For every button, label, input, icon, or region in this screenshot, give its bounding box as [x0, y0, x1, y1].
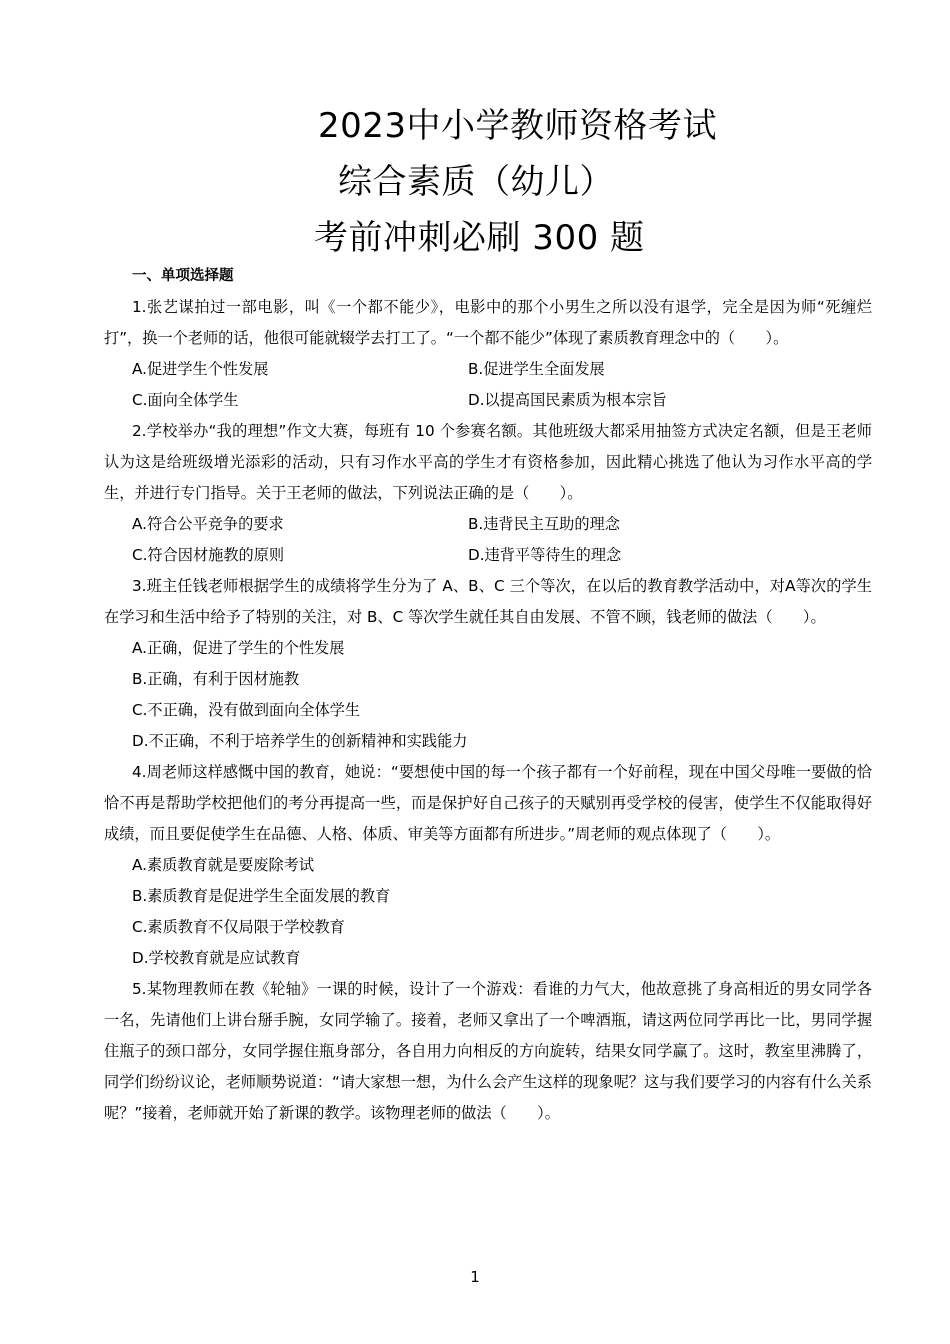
option-c: C.素质教育不仅局限于学校教育 — [132, 918, 345, 936]
option-c: C.符合因材施教的原则 — [132, 546, 285, 564]
option-a: A.符合公平竞争的要求 — [132, 515, 284, 533]
page-number: 1 — [470, 1268, 480, 1286]
option-d: D.不正确，不利于培养学生的创新精神和实践能力 — [132, 732, 468, 750]
question-content — [104, 261, 872, 1129]
option-a: A.正确，促进了学生的个性发展 — [132, 639, 345, 657]
question-1 — [104, 292, 872, 416]
section-heading: 一、单项选择题 — [132, 268, 234, 284]
question-3 — [104, 571, 872, 757]
option-b: B.素质教育是促进学生全面发展的教育 — [132, 887, 391, 905]
option-b: B.促进学生全面发展 — [468, 360, 605, 378]
option-c: C.面向全体学生 — [132, 391, 239, 409]
question-text: 3.班主任钱老师根据学生的成绩将学生分为了 A、B、C 三个等次，在以后的教育教学活动中，对A等次的学生在学习和生活中给予了特别的关注，对 B、C 等次学生就任其自由发展、不管不顾，钱老师的做法（ ）。 — [104, 577, 872, 626]
title-block — [0, 98, 950, 266]
option-a: A.促进学生个性发展 — [132, 360, 269, 378]
option-c: C.不正确，没有做到面向全体学生 — [132, 701, 361, 719]
question-text: 4.周老师这样感慨中国的教育，她说：“要想使中国的每一个孩子都有一个好前程，现在中国父母唯一要做的恰恰不再是帮助学校把他们的考分再提高一些，而是保护好自己孩子的天赋别再受学校的侵害，使学生不仅能取得好成绩，而且要促使学生在品德、人格、体质、审美等方面都有所进步。”周老师的观点体现了（ ）。 — [104, 763, 872, 843]
option-list — [104, 354, 872, 416]
option-list — [104, 633, 872, 757]
option-b: B.正确，有利于因材施教 — [132, 670, 300, 688]
option-d: D.违背平等待生的理念 — [468, 546, 622, 564]
option-d: D.学校教育就是应试教育 — [132, 949, 301, 967]
question-text: 1.张艺谋拍过一部电影，叫《一个都不能少》，电影中的那个小男生之所以没有退学，完全是因为师“死缠烂打”，换一个老师的话，他很可能就辍学去打工了。“一个都不能少”体现了素质教育理念中的（ ）。 — [104, 298, 872, 347]
question-text: 5.某物理教师在教《轮轴》一课的时候，设计了一个游戏：看谁的力气大，他故意挑了身高相近的男女同学各一名，先请他们上讲台掰手腕，女同学输了。接着，老师又拿出了一个啤酒瓶，请这两位同学再比一比，男同学握住瓶子的颈口部分，女同学握住瓶身部分，各自用力向相反的方向旋转，结果女同学赢了。这时，教室里沸腾了，同学们纷纷议论，老师顺势说道：“请大家想一想，为什么会产生这样的现象呢？这与我们要学习的内容有什么关系呢？”接着，老师就开始了新课的教学。该物理老师的做法（ ）。 — [104, 980, 872, 1122]
title-line-2: 综合素质（幼儿） — [338, 162, 614, 202]
title-line-1: 2023中小学教师资格考试 — [318, 106, 718, 146]
question-text: 2.学校举办“我的理想”作文大赛，每班有 10 个参赛名额。其他班级大都采用抽签方式决定名额，但是王老师认为这是给班级增光添彩的活动，只有习作水平高的学生才有资格参加，因此精心挑选了他认为习作水平高的学生，并进行专门指导。关于王老师的做法，下列说法正确的是（ ）。 — [104, 422, 872, 502]
title-line-3: 考前冲刺必刷 300 题 — [314, 218, 645, 258]
question-5 — [104, 974, 872, 1129]
question-2 — [104, 416, 872, 571]
option-list — [104, 850, 872, 974]
option-list — [104, 509, 872, 571]
option-b: B.违背民主互助的理念 — [468, 515, 620, 533]
option-d: D.以提高国民素质为根本宗旨 — [468, 391, 667, 409]
option-a: A.素质教育就是要废除考试 — [132, 856, 315, 874]
question-4 — [104, 757, 872, 974]
